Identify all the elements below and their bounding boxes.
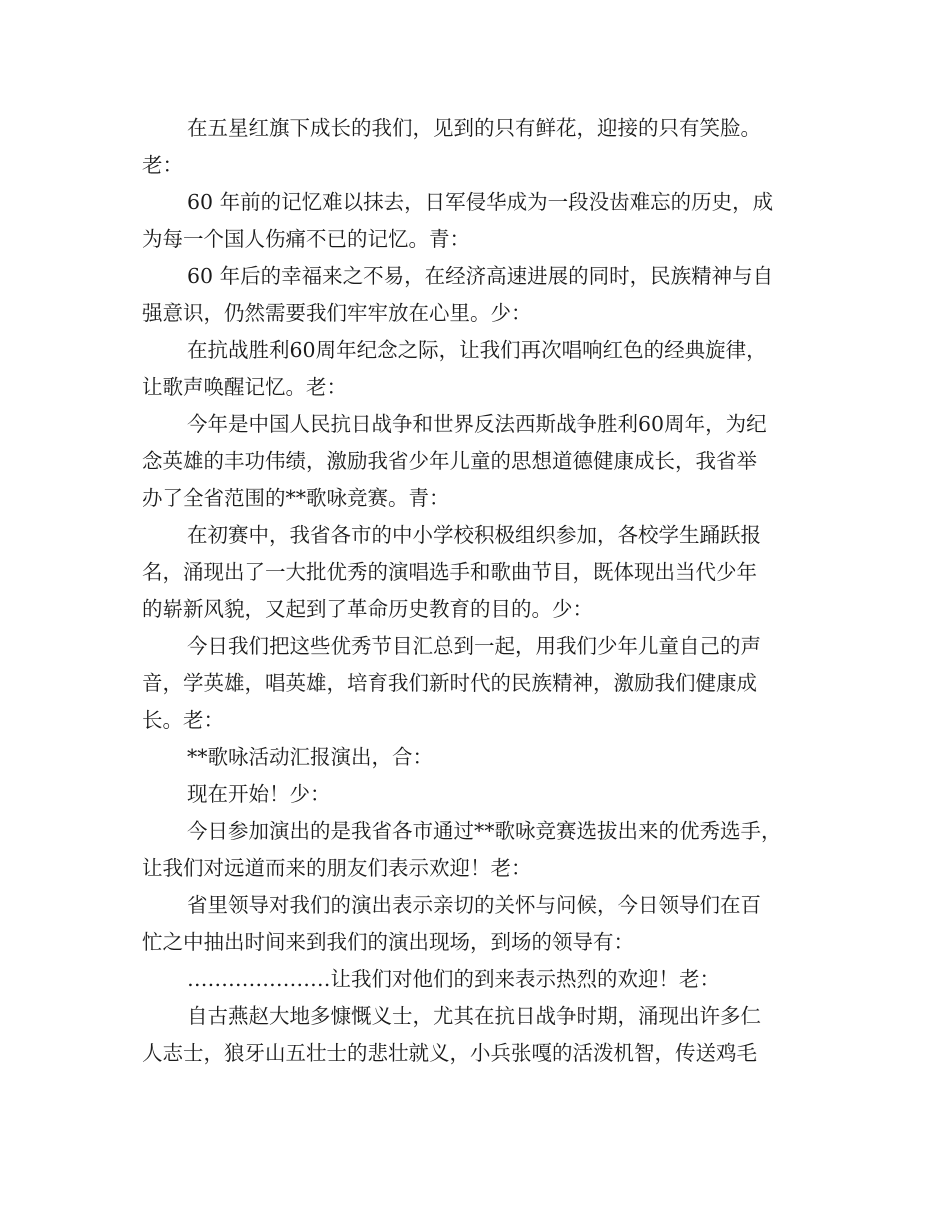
text-line: 的崭新风貌，又起到了革命历史教育的目的。少： <box>142 597 593 621</box>
text-line: 省里领导对我们的演出表示亲切的关怀与问候，今日领导们在百 <box>187 893 761 917</box>
text-line: 念英雄的丰功伟绩，激励我省少年儿童的思想道德健康成长，我省举 <box>142 449 757 473</box>
text-line: 忙之中抽出时间来到我们的演出现场，到场的领导有： <box>142 930 634 954</box>
text-line: **歌咏活动汇报演出，合： <box>187 745 433 769</box>
text-line: 强意识，仍然需要我们牢牢放在心里。少： <box>142 301 532 325</box>
text-line: 人志士，狼牙山五壮士的悲壮就义，小兵张嘎的活泼机智，传送鸡毛 <box>142 1041 757 1065</box>
text-line: 为每一个国人伤痛不已的记忆。青： <box>142 227 470 251</box>
text-line: 办了全省范围的**歌咏竞赛。青： <box>142 486 450 510</box>
text-line: 今年是中国人民抗日战争和世界反法西斯战争胜利60周年，为纪 <box>187 412 767 436</box>
text-line: 音，学英雄，唱英雄，培育我们新时代的民族精神，激励我们健康成 <box>142 671 757 695</box>
text-line: 自古燕赵大地多慷慨义士，尤其在抗日战争时期，涌现出许多仁 <box>187 1004 761 1028</box>
text-line: 在初赛中，我省各市的中小学校积极组织参加，各校学生踊跃报 <box>187 523 761 547</box>
text-line: 在抗战胜利60周年纪念之际，让我们再次唱响红色的经典旋律， <box>187 338 767 362</box>
text-line: 今日我们把这些优秀节目汇总到一起，用我们少年儿童自己的声 <box>187 634 761 658</box>
text-line: 60 年后的幸福来之不易，在经济高速进展的同时，民族精神与自 <box>187 264 774 288</box>
text-line: …………………让我们对他们的到来表示热烈的欢迎！老： <box>187 967 720 991</box>
text-line: 老： <box>142 153 183 177</box>
text-line: 让我们对远道而来的朋友们表示欢迎！老： <box>142 856 532 880</box>
text-line: 让歌声唤醒记忆。老： <box>142 375 347 399</box>
text-line: 60 年前的记忆难以抹去，日军侵华成为一段没齿难忘的历史，成 <box>187 190 774 214</box>
text-line: 今日参加演出的是我省各市通过**歌咏竞赛选拔出来的优秀选手， <box>187 819 782 843</box>
text-line: 现在开始！少： <box>187 782 331 806</box>
text-line: 名，涌现出了一大批优秀的演唱选手和歌曲节目，既体现出当代少年 <box>142 560 757 584</box>
text-line: 长。老： <box>142 708 224 732</box>
text-line: 在五星红旗下成长的我们，见到的只有鲜花，迎接的只有笑脸。 <box>187 116 761 140</box>
